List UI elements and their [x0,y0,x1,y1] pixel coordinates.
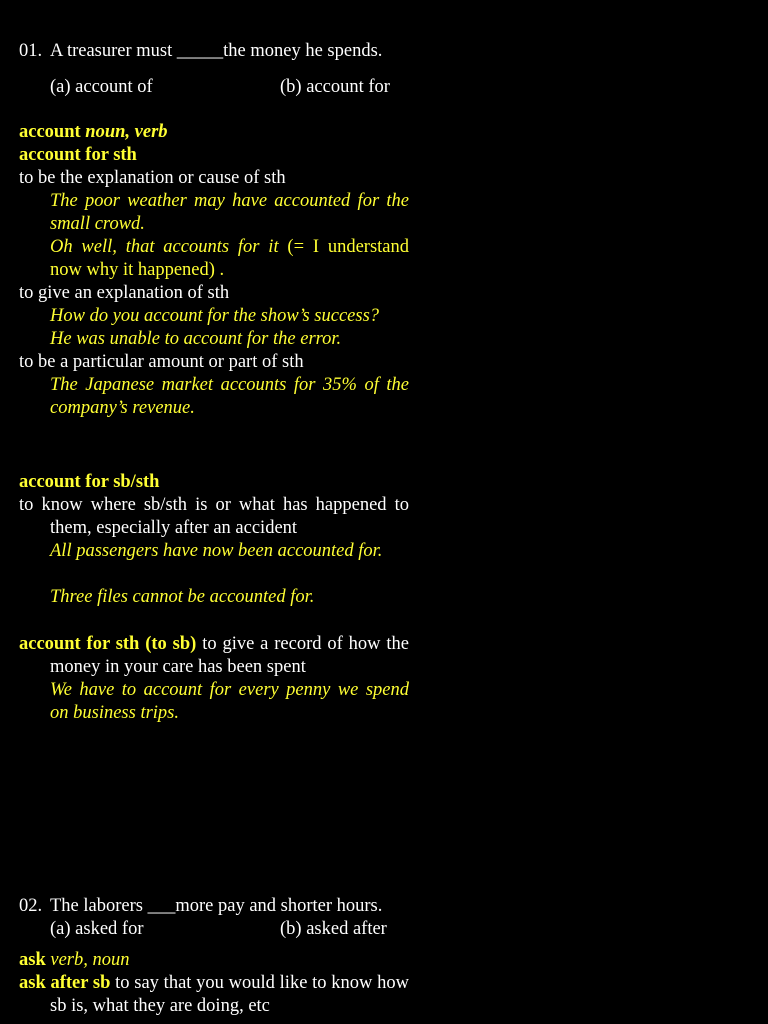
question-number: 01. [19,41,43,61]
phrase: ask after sb [19,973,111,993]
part-of-speech: noun, verb [85,122,168,142]
dictionary-entry-account [19,121,409,420]
question-2 [19,895,42,918]
question-number: 02. [19,896,43,916]
example: Three files cannot be accounted for. [50,587,315,607]
part-of-speech: verb, noun [50,950,130,970]
definition: to give an explanation of sth [19,283,230,303]
example: We have to account for every penny we spend on business trips. [50,680,409,723]
example: He was unable to account for the error. [50,329,342,349]
definition: to give a record of how the money in your care has been spent [50,634,409,677]
definition: to say that you would like to know how sb is, what they are doing, etc [50,973,409,1016]
example: How do you account for the show’s success? [50,306,380,326]
headword: account [19,122,81,142]
dictionary-entry-account-for-sth-to-sb [19,633,409,725]
option-a: (a) account of [50,77,153,97]
definition: to know where sb/sth is or what has happened to them, especially after an accident [19,495,409,538]
question-1-stem: A treasurer must _____the money he spends. [50,41,383,61]
option-b: (b) account for [280,77,390,97]
option-a: (a) asked for [50,919,144,939]
definition: to be the explanation or cause of sth [19,168,286,188]
question-1 [19,40,42,63]
phrase-account-for-sth: account for sth [19,145,137,165]
example-text: Oh well, that accounts for it [50,237,279,257]
headword: ask [19,950,46,970]
question-2-stem: The laborers ___more pay and shorter hours. [50,896,383,916]
example: The Japanese market accounts for 35% of the company’s revenue. [50,375,409,418]
example [19,236,409,282]
definition: to be a particular amount or part of sth [19,352,304,372]
example: All passengers have now been accounted for. [50,541,383,561]
dictionary-entry-account-for-sb-sth [19,471,409,609]
sense [19,972,409,1018]
option-b: (b) asked after [280,919,387,939]
example: The poor weather may have accounted for the small crowd. [50,191,409,234]
sense [19,633,409,679]
dictionary-entry-ask [19,949,409,1018]
phrase: account for sb/sth [19,472,160,492]
example-gloss: (= I understand now why it happened) . [50,237,409,280]
phrase: account for sth (to sb) [19,634,197,654]
